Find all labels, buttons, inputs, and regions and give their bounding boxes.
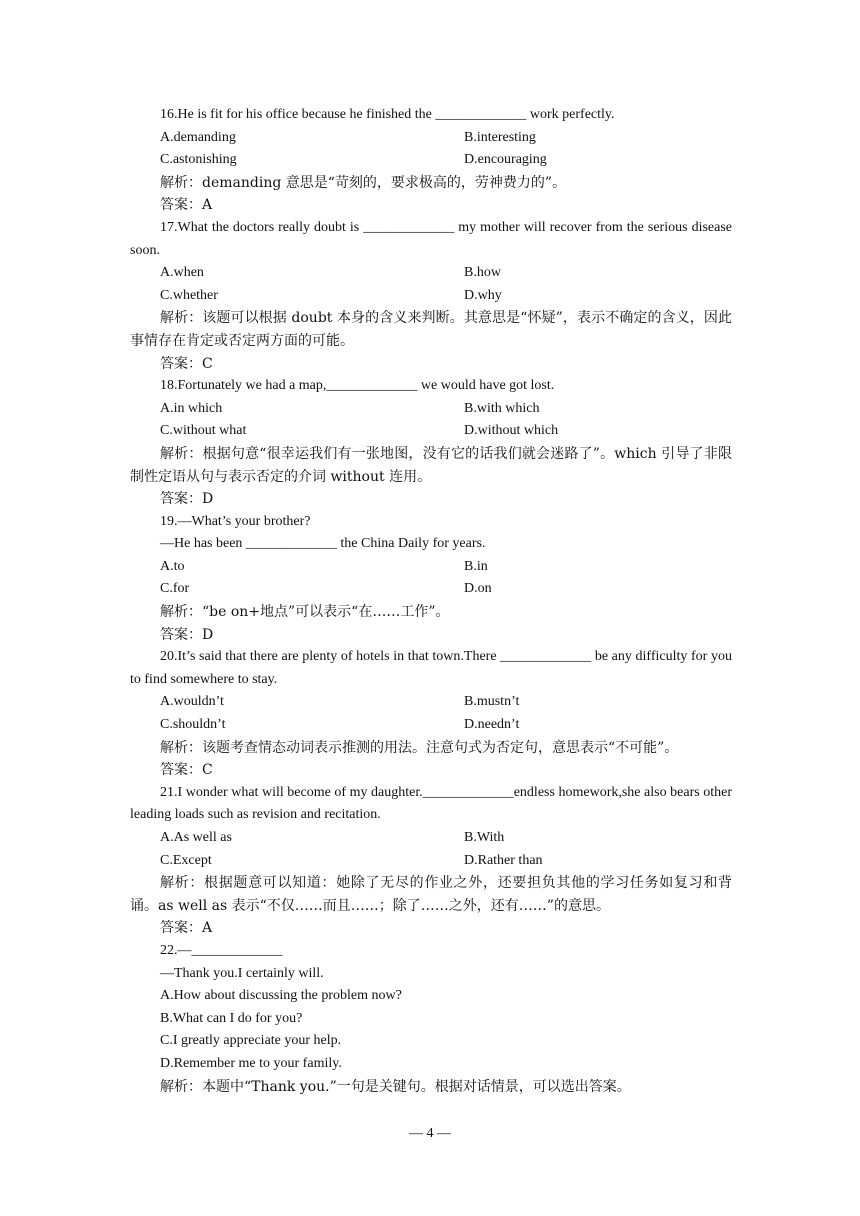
option-a: A.As well as [160, 830, 232, 845]
question-22-stem: 22.—_____________ [160, 942, 283, 958]
question-19-options-row-2 [130, 578, 732, 601]
question-21-answer: 答案：A [160, 920, 213, 937]
question-18-analysis: 解析：根据句意“很幸运我们有一张地图，没有它的话我们就会迷路了”。which 引导了非限制性定语从句与表示否定的介词 without 连用。 [130, 445, 732, 485]
question-20-options-row-1 [130, 691, 732, 714]
option-c: C.whether [160, 287, 218, 303]
document-body [130, 104, 732, 1098]
option-a: A.in which [160, 400, 223, 416]
option-d: D.why [464, 287, 502, 303]
option-a: A.to [160, 558, 185, 574]
question-22-response: —Thank you.I certainly will. [160, 965, 324, 981]
page-number: — 4 — [409, 1126, 451, 1141]
question-21-options-row-2 [130, 850, 732, 873]
option-d: D.on [464, 581, 492, 597]
question-22-option-c: C.I greatly appreciate your help. [160, 1033, 342, 1049]
question-21-stem: 21.I wonder what will become of my daughter._____________endless homework,she also bears other leading loads such as revision and recitation. [130, 784, 732, 823]
option-b: B.how [464, 265, 501, 281]
question-16-stem: 16.He is fit for his office because he finished the _____________ work perfectly. [160, 107, 615, 122]
option-d: D.needn’t [464, 717, 520, 733]
question-21-analysis: 解析：根据题意可以知道：她除了无尽的作业之外，还要担负其他的学习任务如复习和背诵。as well as 表示“不仅……而且……；除了……之外，还有……”的意思。 [130, 875, 732, 914]
option-b: B.mustn’t [464, 694, 520, 710]
question-22-analysis: 解析：本题中“Thank you.”一句是关键句。根据对话情景，可以选出答案。 [160, 1078, 631, 1095]
question-22-option-d: D.Remember me to your family. [160, 1055, 342, 1071]
question-22-option-b: B.What can I do for you? [160, 1010, 303, 1026]
question-22-option-a: A.How about discussing the problem now? [160, 988, 402, 1004]
question-16-options-row-2 [130, 149, 732, 172]
question-18-answer: 答案：D [160, 491, 214, 508]
option-c: C.astonishing [160, 152, 237, 168]
question-16-options-row-1 [130, 127, 732, 150]
question-16-analysis: 解析：demanding 意思是“苛刻的，要求极高的，劳神费力的”。 [160, 174, 567, 191]
option-b: B.in [464, 558, 488, 574]
question-17-stem: 17.What the doctors really doubt is _____________ my mother will recover from the serious disease soon. [130, 219, 732, 258]
question-21-options-row-1 [130, 827, 732, 850]
question-17-answer: 答案：C [160, 355, 213, 372]
option-d: D.without which [464, 423, 559, 439]
question-19-response: —He has been _____________ the China Daily for years. [160, 536, 486, 552]
option-b: B.interesting [464, 129, 536, 145]
question-20-answer: 答案：C [160, 762, 213, 779]
question-20-options-row-2 [130, 714, 732, 737]
option-b: B.with which [464, 400, 540, 416]
option-b: B.With [464, 830, 505, 845]
question-20-stem: 20.It’s said that there are plenty of hotels in that town.There _____________ be any difficulty for you to find somewhere to stay. [130, 649, 732, 687]
question-18-stem: 18.Fortunately we had a map,_____________ we would have got lost. [160, 378, 555, 394]
question-18-options-row-1 [130, 398, 732, 421]
option-d: D.Rather than [464, 852, 543, 868]
question-19-answer: 答案：D [160, 626, 214, 643]
option-d: D.encouraging [464, 152, 547, 168]
option-c: C.without what [160, 423, 247, 439]
option-a: A.demanding [160, 129, 236, 145]
option-c: C.shouldn’t [160, 717, 226, 733]
option-c: C.for [160, 581, 190, 597]
option-a: A.wouldn’t [160, 694, 224, 710]
question-17-options-row-2 [130, 285, 732, 308]
question-17-analysis: 解析：该题可以根据 doubt 本身的含义来判断。其意思是“怀疑”，表示不确定的含义，因此事情存在肯定或否定两方面的可能。 [130, 310, 732, 349]
option-a: A.when [160, 265, 204, 281]
question-18-options-row-2 [130, 420, 732, 443]
option-c: C.Except [160, 852, 212, 868]
question-19-analysis: 解析：“be on+地点”可以表示“在……工作”。 [160, 604, 450, 621]
question-19-options-row-1 [130, 556, 732, 579]
question-19-stem: 19.—What’s your brother? [160, 513, 311, 529]
question-16-answer: 答案：A [160, 197, 213, 214]
question-20-analysis: 解析：该题考查情态动词表示推测的用法。注意句式为否定句，意思表示“不可能”。 [160, 739, 679, 756]
question-17-options-row-1 [130, 262, 732, 285]
